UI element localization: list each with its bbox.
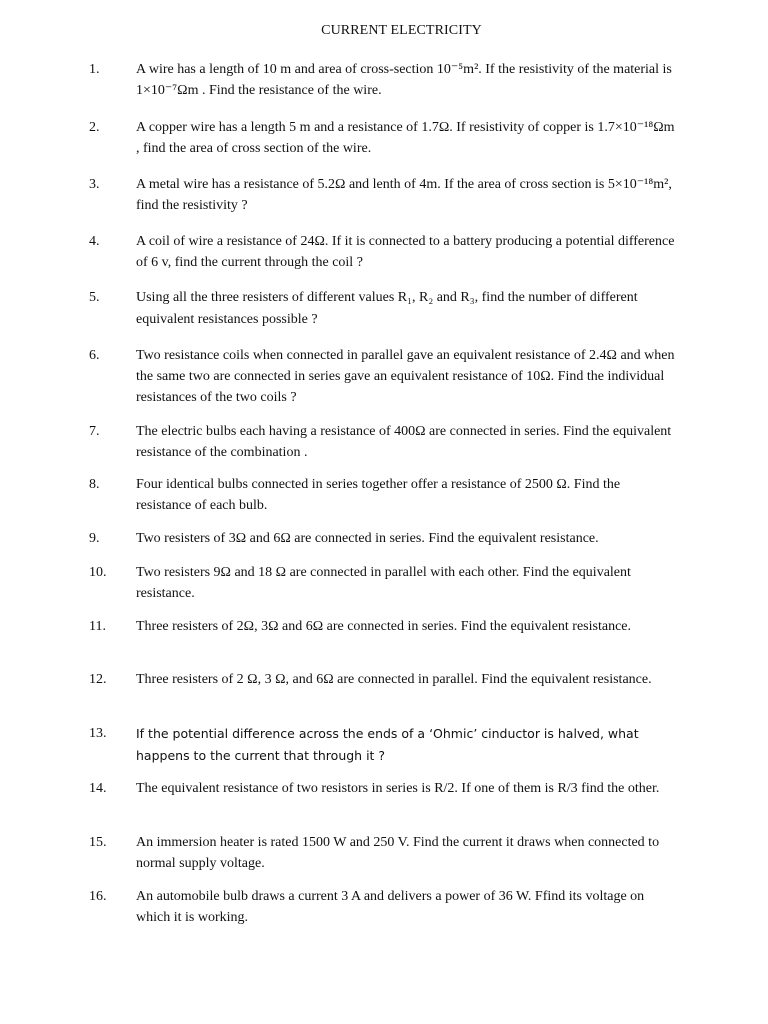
question-number: 16.	[89, 889, 107, 904]
question-number: 5.	[89, 290, 100, 305]
question-text: Three resisters of 2Ω, 3Ω and 6Ω are connected in series. Find the equivalent resistance.	[136, 619, 631, 634]
question-number: 4.	[89, 234, 100, 249]
question-number: 3.	[89, 177, 100, 192]
question-number: 9.	[89, 531, 100, 546]
question-text: A metal wire has a resistance of 5.2Ω and lenth of 4m. If the area of cross section is 5×10⁻¹⁸m², find the resistivity ?	[136, 177, 672, 213]
question-number: 13.	[89, 726, 107, 741]
question-text: If the potential difference across the ends of a ‘Ohmic’ cinductor is halved, what happens to the current that through it ?	[136, 726, 639, 763]
question-number: 10.	[89, 565, 107, 580]
question-text: A copper wire has a length 5 m and a resistance of 1.7Ω. If resistivity of copper is 1.7×10⁻¹⁸Ωm , find the area of cross section of the wire.	[136, 120, 675, 156]
question-number: 15.	[89, 835, 107, 850]
question-number: 1.	[89, 62, 100, 77]
question-text: Four identical bulbs connected in series together offer a resistance of 2500 Ω. Find the resistance of each bulb.	[136, 477, 621, 513]
question-text: An automobile bulb draws a current 3 A and delivers a power of 36 W. Ffind its voltage on which it is working.	[136, 889, 645, 925]
question-text: A wire has a length of 10 m and area of cross-section 10⁻⁵m². If the resistivity of the material is 1×10⁻⁷Ωm . Find the resistance of the wire.	[136, 62, 672, 98]
page-title: CURRENT ELECTRICITY	[321, 23, 482, 38]
question-text: Two resistance coils when connected in parallel gave an equivalent resistance of 2.4Ω and when the same two are connected in series gave an equivalent resistance of 10Ω. Find the individual resistances of the two coils ?	[136, 348, 675, 405]
question-number: 8.	[89, 477, 100, 492]
question-number: 6.	[89, 348, 100, 363]
question-text: Two resisters of 3Ω and 6Ω are connected in series. Find the equivalent resistance.	[136, 531, 599, 546]
question-text: A coil of wire a resistance of 24Ω. If it is connected to a battery producing a potential difference of 6 v, find the current through the coil ?	[136, 234, 675, 270]
question-text: Three resisters of 2 Ω, 3 Ω, and 6Ω are connected in parallel. Find the equivalent resistance.	[136, 672, 652, 687]
question-number: 2.	[89, 120, 100, 135]
question-number: 7.	[89, 424, 100, 439]
question-text: Two resisters 9Ω and 18 Ω are connected in parallel with each other. Find the equivalent resistance.	[136, 565, 631, 601]
question-number: 14.	[89, 781, 107, 796]
question-text: Using all the three resisters of different values R₁, R₂ and R₃, find the number of different equivalent resistances possible ?	[136, 290, 638, 327]
question-text: The equivalent resistance of two resistors in series is R/2. If one of them is R/3 find the other.	[136, 781, 660, 796]
question-text: An immersion heater is rated 1500 W and 250 V. Find the current it draws when connected to normal supply voltage.	[136, 835, 660, 871]
question-text: The electric bulbs each having a resistance of 400Ω are connected in series. Find the equivalent resistance of the combination .	[136, 424, 672, 460]
question-number: 11.	[89, 619, 106, 634]
question-number: 12.	[89, 672, 107, 687]
